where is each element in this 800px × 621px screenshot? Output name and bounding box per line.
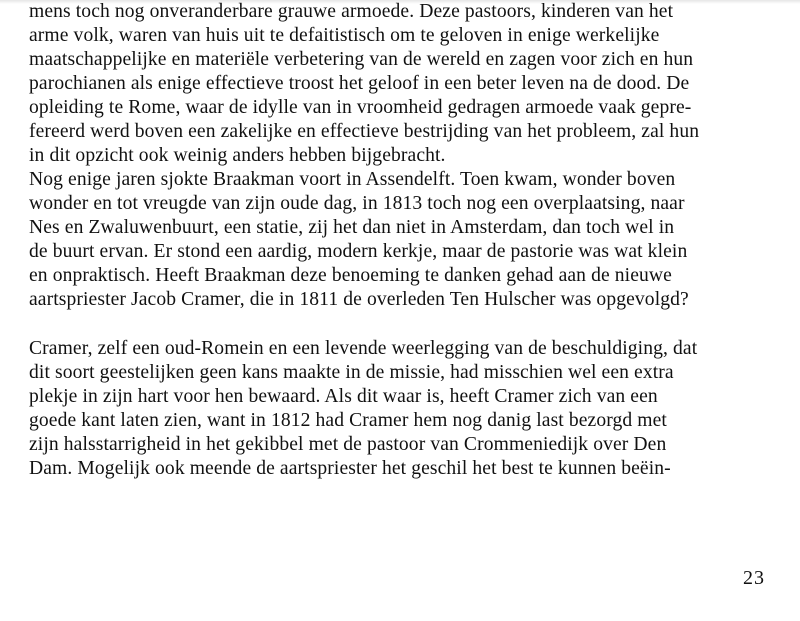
text-line: parochianen als enige effectieve troost het geloof in een beter leven na de dood. De bbox=[29, 73, 690, 94]
text-line: arme volk, waren van huis uit te defaitistisch om te geloven in enige werkelijke bbox=[29, 25, 660, 46]
text-line: Cramer, zelf een oud-Romein en een levende weerlegging van de beschuldiging, dat bbox=[29, 338, 698, 359]
text-line: wonder en tot vreugde van zijn oude dag, in 1813 toch nog een overplaatsing, naar bbox=[29, 193, 685, 214]
text-line: in dit opzicht ook weinig anders hebben bijgebracht. bbox=[29, 145, 446, 166]
text-line: aartspriester Jacob Cramer, die in 1811 de overleden Ten Hulscher was opgevolgd? bbox=[29, 289, 689, 310]
text-line: opleiding te Rome, waar de idylle van in vroomheid gedragen armoede vaak gepre- bbox=[29, 97, 692, 118]
text-line: de buurt ervan. Er stond een aardig, modern kerkje, maar de pastorie was wat klein bbox=[29, 241, 688, 262]
text-line: Nes en Zwaluwenbuurt, een statie, zij het dan niet in Amsterdam, dan toch wel in bbox=[29, 217, 675, 238]
text-line: zijn halsstarrigheid in het gekibbel met de pastoor van Crommeniedijk over Den bbox=[29, 434, 667, 455]
text-line: dit soort geestelijken geen kans maakte in de missie, had misschien wel een extra bbox=[29, 362, 674, 383]
text-line: fereerd werd boven een zakelijke en effectieve bestrijding van het probleem, zal hun bbox=[29, 121, 700, 142]
text-line: mens toch nog onveranderbare grauwe armoede. Deze pastoors, kinderen van het bbox=[29, 1, 674, 22]
text-line: Nog enige jaren sjokte Braakman voort in Assendelft. Toen kwam, wonder boven bbox=[29, 169, 676, 190]
page-number: 23 bbox=[743, 567, 765, 589]
text-line: plekje in zijn hart voor hen bewaard. Als dit waar is, heeft Cramer zich van een bbox=[29, 386, 658, 407]
text-line: goede kant laten zien, want in 1812 had Cramer hem nog danig last bezorgd met bbox=[29, 410, 667, 431]
text-line: Dam. Mogelijk ook meende de aartspriester het geschil het best te kunnen beëin- bbox=[29, 458, 671, 479]
text-line: en onpraktisch. Heeft Braakman deze benoeming te danken gehad aan de nieuwe bbox=[29, 265, 672, 286]
text-line: maatschappelijke en materiële verbetering van de wereld en zagen voor zich en hun bbox=[29, 49, 694, 70]
